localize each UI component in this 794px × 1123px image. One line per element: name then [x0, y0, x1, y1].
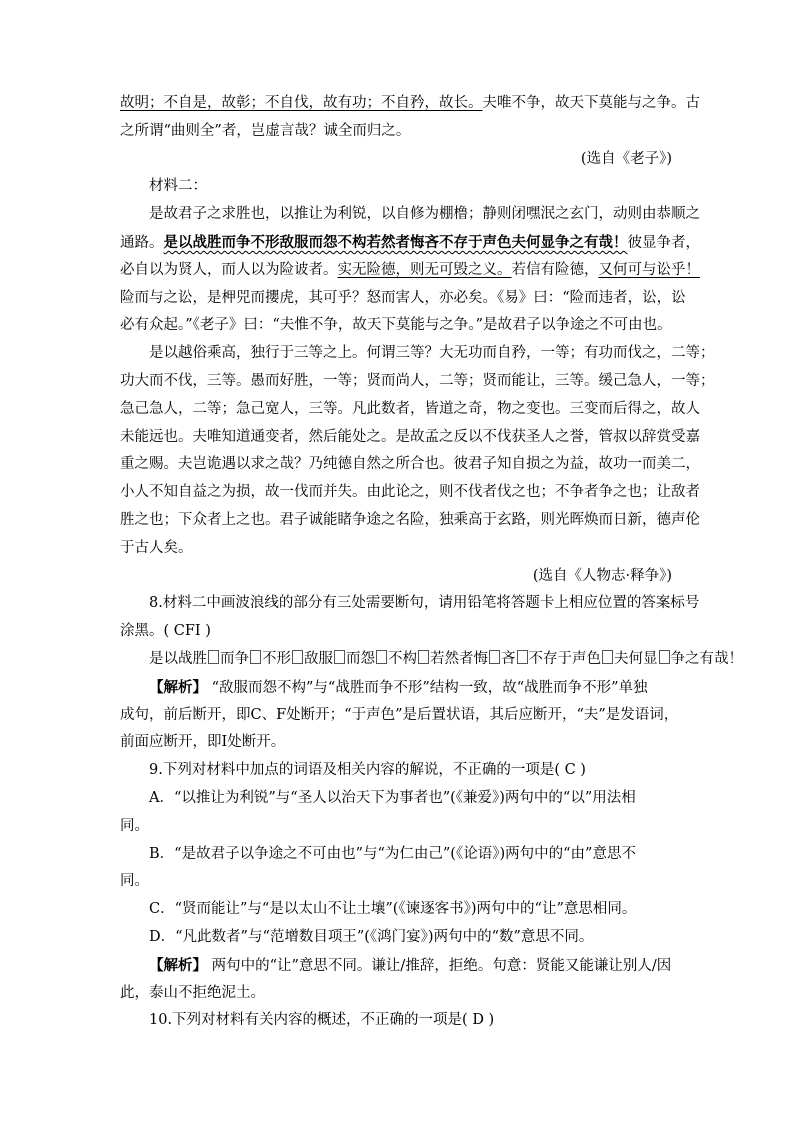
document-page [120, 90, 743, 1035]
q9-option-b-line-1: B．“是故君子以争途之不可由也”与“为仁由己”(《论语》)两句中的“由”意思不 [149, 845, 636, 862]
answer-box [292, 650, 303, 664]
answer-box [659, 650, 670, 664]
m2-p2-line-7: 胜之也；下众者上之也。君子诚能睹争途之名险，独乘高于玄路，则光晖焕而日新，德声伦 [120, 511, 700, 528]
answer-box [418, 650, 429, 664]
q8-stem-line-1: 8.材料二中画波浪线的部分有三处需要断句，请用铅笔将答题卡上相应位置的答案标号 [149, 595, 700, 612]
m2-p1-line-4: 险而与之讼，是柙兕而攖虎，其可乎？怒而害人，亦必矣。《易》曰：“险而违者，讼，讼 [120, 289, 686, 306]
m2-p1-line-1: 是故君子之求胜也，以推让为利锐，以自修为棚橹；静则闭嘿泯之玄门，动则由恭顺之 [149, 206, 700, 223]
q8-segmented-answer: 是以战胜 而争 不形 敌服 而怨 不构 若然者悔 吝 不存于声色 夫何显 争之有哉！ [149, 650, 743, 667]
m2-p2-line-6: 小人不知自益之为损，故一伐而并失。由此论之，则不伐者伐之也；不争者争之也；让敌者 [120, 484, 700, 501]
m2-p2-line-1: 是以越俗乘高，独行于三等之上。何谓三等？大无功而自矜，一等；有功而伐之，二等； [149, 345, 715, 362]
m2-p2-line-5: 重之赐。夫岂诡遇以求之哉？乃纯德自然之所合也。彼君子知自损之为益，故功一而美二， [120, 456, 700, 473]
analysis-tag: 【解析】 [149, 678, 207, 696]
answer-box [250, 650, 261, 664]
q8-explanation-line-2: 成句，前后断开，即C、F处断开；“于声色”是后置状语，其后应断开，“夫”是发语词， [120, 706, 679, 723]
q9-option-c: C．“贤而能让”与“是以太山不让土壤”(《谏逐客书》)两句中的“让”意思相同。 [149, 901, 637, 918]
m1-line-2: 之所谓“曲则全”者，岂虚言哉？诚全而归之。 [120, 122, 411, 139]
answer-box [489, 650, 500, 664]
m2-p1-line-2: 通路。是以战胜而争不形敌服而怨不构若然者悔吝不存于声色夫何显争之有哉！彼显争者， [120, 233, 700, 251]
q9-option-b-line-2: 同。 [120, 873, 149, 890]
q9-stem: 9.下列对材料中加点的词语及相关内容的解说，不正确的一项是( C ) [149, 762, 586, 779]
answer-box [602, 650, 613, 664]
m2-p2-line-2: 功大而不伐，三等。愚而好胜，一等；贤而尚人，二等；贤而能让，三等。缓己急人，一等； [120, 372, 715, 389]
m2-p1-line-3: 必自以为贤人，而人以为险诐者。实无险德，则无可毁之义。若信有险德，又何可与讼乎！ [120, 261, 700, 278]
answer-box [517, 650, 528, 664]
m2-p2-line-4: 未能远也。夫唯知道通变者，然后能处之。是故孟之反以不伐获圣人之誉，管叔以辞赏受嘉 [120, 428, 700, 445]
source-renwuzhi: (选自《人物志·释争》) [532, 567, 672, 584]
q9-option-a-line-1: A．“以推让为利锐”与“圣人以治天下为事者也”(《兼爱》)两句中的“以”用法相 [149, 789, 636, 806]
answer-box [376, 650, 387, 664]
q9-option-d: D．“凡此数者”与“范增数目项王”(《鸿门宴》)两句中的“数”意思不同。 [149, 928, 594, 945]
underlined-text: 又何可与讼乎！ [598, 261, 700, 278]
answer-box [334, 650, 345, 664]
q8-stem-line-2: 涂黑。( CFI ) [120, 623, 211, 640]
q9-explanation-line-2: 此，泰山不拒绝泥土。 [120, 984, 265, 1001]
q9-option-a-line-2: 同。 [120, 817, 149, 834]
q8-explanation-line-1: 【解析】 “敌服而怨不构”与“战胜而争不形”结构一致，故“战胜而争不形”单独 [149, 678, 648, 696]
m2-p2-line-8: 于古人矣。 [120, 539, 193, 556]
wavy-underlined-passage: 是以战胜而争不形敌服而怨不构若然者悔吝不存于声色夫何显争之有哉！ [163, 233, 628, 251]
q10-stem: 10.下列对材料有关内容的概述，不正确的一项是( D ) [149, 1012, 495, 1029]
m2-p1-line-5: 必有众起。”《老子》曰：“夫惟不争，故天下莫能与之争。”是故君子以争途之不可由也。 [120, 317, 672, 334]
underlined-text: 实无险德，则无可毁之义。 [337, 261, 512, 278]
q8-explanation-line-3: 前面应断开，即I处断开。 [120, 734, 286, 751]
m1-line-1: 故明；不自是，故彰；不自伐，故有功；不自矜，故长。夫唯不争，故天下莫能与之争。古 [120, 95, 700, 111]
analysis-tag: 【解析】 [149, 956, 207, 974]
m2-p2-line-3: 急己急人，二等；急己宽人，三等。凡此数者，皆道之奇，物之变也。三变而后得之，故人 [120, 400, 700, 417]
answer-box [208, 650, 219, 664]
underlined-text: 故明；不自是，故彰；不自伐，故有功；不自矜，故长。 [120, 95, 483, 111]
material-two-heading: 材料二： [149, 178, 207, 195]
q9-explanation-line-1: 【解析】 两句中的“让”意思不同。谦让/推辞，拒绝。句意：贤能又能谦让别人/因 [149, 956, 672, 974]
source-laozi: (选自《老子》) [580, 150, 672, 167]
